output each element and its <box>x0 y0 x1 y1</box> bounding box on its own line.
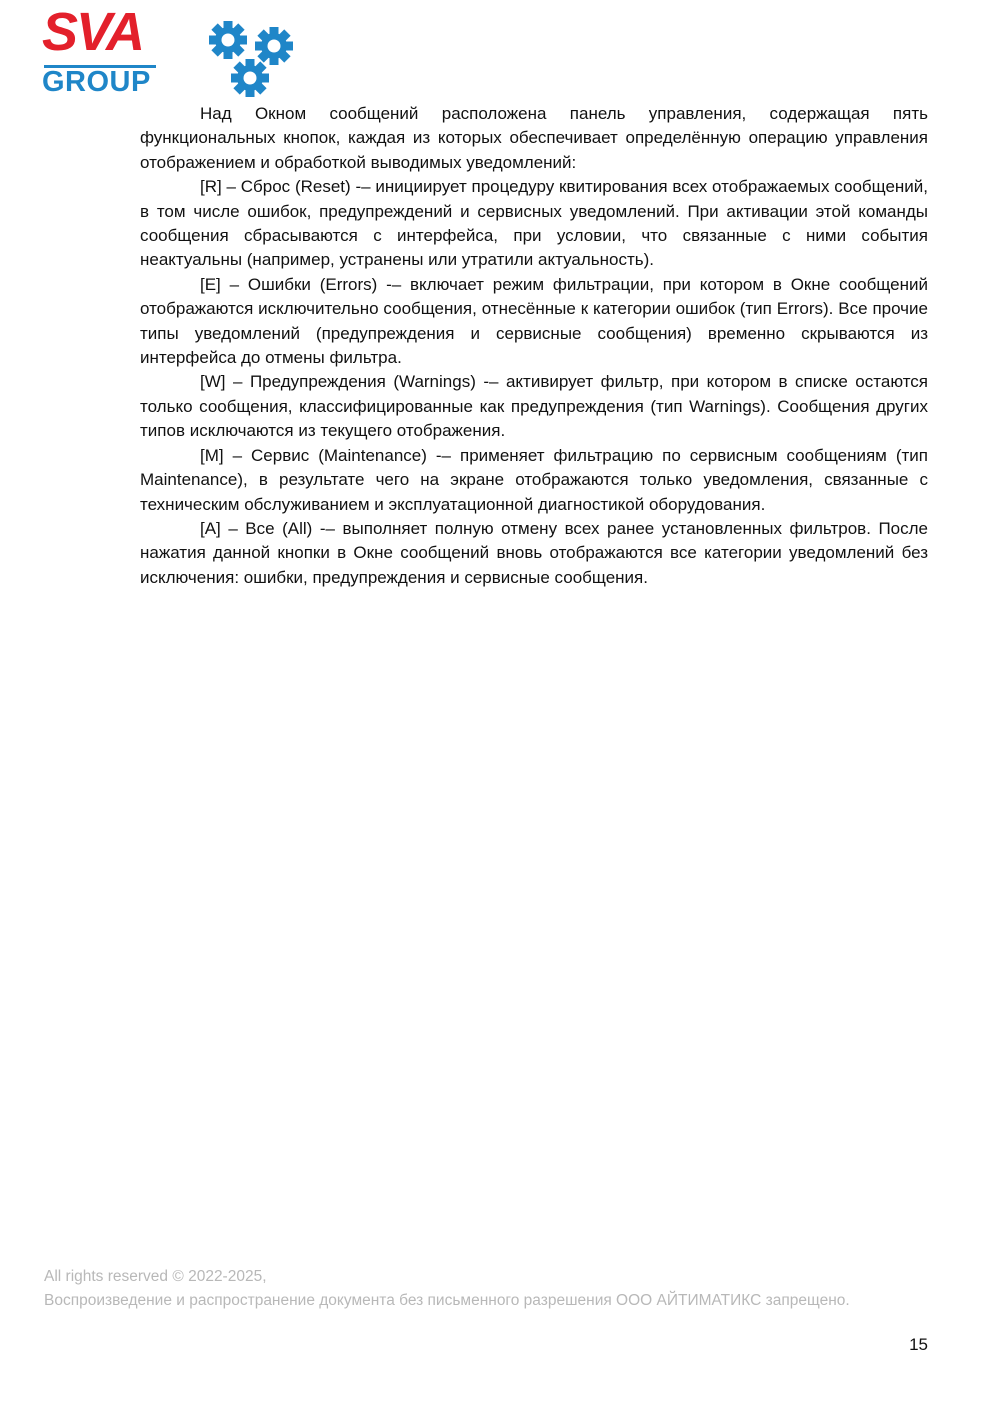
paragraph-errors: [E] – Ошибки (Errors) -– включает режим фильтрации, при котором в Окне сообщений отображаются исключительно сообщения, отнесённые к категории ошибок (тип Errors). Все прочие типы уведомлений (предупреждения и сервисные сообщения) временно скрываются из интерфейса до отмены фильтра. <box>140 274 928 368</box>
gears-icon <box>170 10 302 102</box>
gear-icon-1 <box>209 21 247 59</box>
document-body <box>140 102 928 590</box>
paragraph-warnings: [W] – Предупреждения (Warnings) -– активирует фильтр, при котором в списке остаются только сообщения, классифицированные как предупреждения (тип Warnings). Сообщения других типов исключаются из текущего отображения. <box>140 372 928 441</box>
copyright-footer <box>44 1265 850 1313</box>
paragraph-all: [A] – Все (All) -– выполняет полную отмену всех ранее установленных фильтров. После нажатия данной кнопки в Окне сообщений вновь отображаются все категории уведомлений без исключения: ошибки, предупреждения и сервисные сообщения. <box>140 518 928 587</box>
paragraph-maintenance: [M] – Сервис (Maintenance) -– применяет фильтрацию по сервисным сообщениям (тип Maintenance), в результате чего на экране отображаются только уведомления, связанные с техническим обслуживанием и эксплуатационной диагностикой оборудования. <box>140 445 928 514</box>
page-number: 15 <box>909 1335 928 1354</box>
paragraph-intro: Над Окном сообщений расположена панель управления, содержащая пять функциональных кнопок, каждая из которых обеспечивает определённую операцию управления отображением и обработкой выводимых уведомлений: <box>140 104 928 172</box>
gear-icon-2 <box>255 27 293 65</box>
footer-line-2: Воспроизведение и распространение документа без письменного разрешения ООО АЙТИМАТИКС запрещено. <box>44 1292 850 1309</box>
company-logo <box>42 2 262 100</box>
gear-icon-3 <box>231 59 269 97</box>
paragraph-reset: [R] – Сброс (Reset) -– инициирует процедуру квитирования всех отображаемых сообщений, в том числе ошибок, предупреждений и сервисных уведомлений. При активации этой команды сообщения сбрасываются с интерфейса, при условии, что связанные с ними события неактуальны (например, устранены или утратили актуальность). <box>140 177 928 270</box>
footer-line-1: All rights reserved © 2022-2025, <box>44 1268 267 1285</box>
logo-brand-bottom: GROUP <box>42 66 151 98</box>
logo-brand-top: SVA <box>42 2 144 62</box>
